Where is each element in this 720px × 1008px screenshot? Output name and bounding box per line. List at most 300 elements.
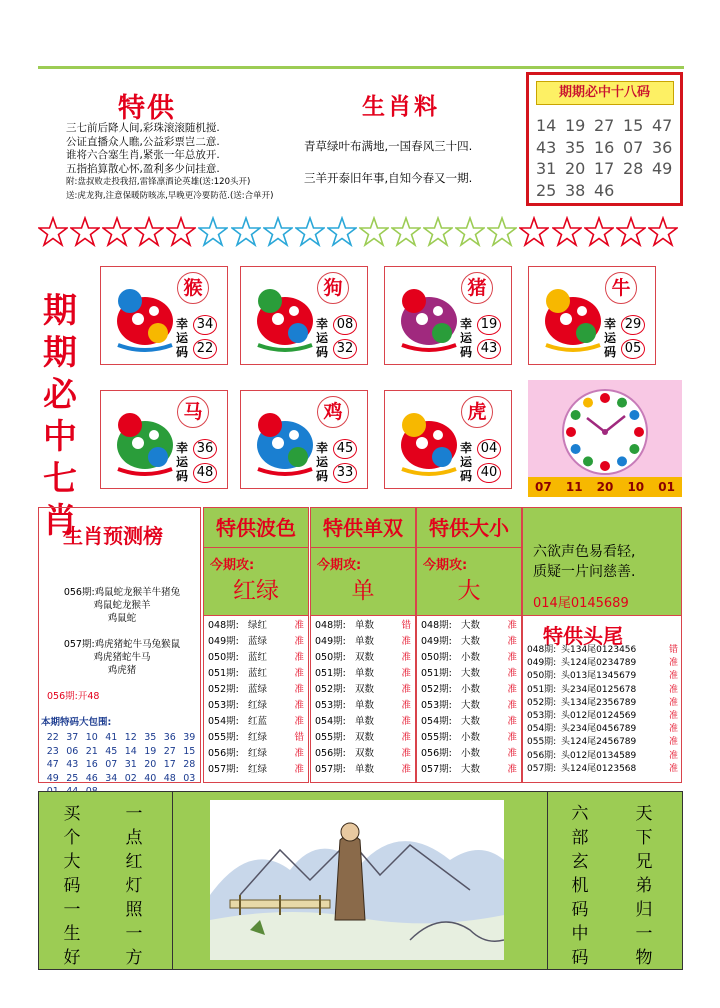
lucky-char: 运 — [315, 331, 328, 345]
period: 048期: — [527, 645, 557, 655]
star-icon — [70, 216, 100, 248]
attack-box — [204, 548, 308, 616]
landscape-illustration — [210, 800, 504, 960]
result-mark: 错 — [401, 620, 411, 631]
star-icon — [327, 216, 357, 248]
tegong-poem — [66, 122, 273, 203]
star-icon — [263, 216, 293, 248]
lucky-char: 幸 — [603, 317, 616, 331]
box18-title: 期期必中十八码 — [536, 81, 674, 105]
lucky-char: 码 — [459, 345, 472, 359]
prediction: 红绿 — [248, 732, 268, 743]
period: 048期: — [315, 620, 346, 631]
papercut-image — [248, 399, 322, 483]
papercut-image — [108, 275, 182, 359]
verse-char: 生 — [63, 924, 81, 944]
lucky-label — [315, 441, 329, 483]
prediction: 大数 — [461, 716, 481, 727]
prediction: 双数 — [355, 652, 375, 663]
head-tail-value: 头234尾0125678 — [561, 684, 637, 695]
box18-number: 38 — [565, 180, 586, 200]
zodiac-card-5 — [240, 390, 368, 489]
history-row — [208, 762, 308, 778]
prediction: 大数 — [461, 636, 481, 647]
verse-char: 中 — [571, 924, 589, 944]
bao-number: 12 — [124, 732, 137, 743]
bao-number: 39 — [183, 732, 196, 743]
lucky-label — [459, 317, 473, 359]
history-rows — [315, 618, 415, 778]
shengxiao-line: 青草绿叶布满地,一国春风三十四. — [304, 139, 473, 153]
period: 052期: — [421, 684, 452, 695]
lucky-char: 码 — [459, 469, 472, 483]
clock-number: 20 — [596, 480, 614, 494]
verse-char: 天 — [635, 804, 653, 824]
result-mark: 准 — [401, 732, 411, 743]
result-mark: 准 — [401, 652, 411, 663]
lucky-number: 45 — [333, 439, 357, 459]
verse-char: 一 — [63, 900, 81, 920]
attack-pick: 红绿 — [233, 578, 279, 604]
result-mark: 准 — [294, 748, 304, 759]
prediction: 小数 — [461, 684, 481, 695]
rank-line: 鸡虎猪蛇牛马 — [93, 652, 151, 663]
history-row — [208, 618, 308, 634]
lucky-label — [603, 317, 617, 359]
period: 055期: — [315, 732, 346, 743]
box18-number: 25 — [536, 180, 557, 200]
history-rows — [208, 618, 308, 778]
prediction: 单数 — [355, 716, 375, 727]
zodiac-name: 鸡 — [317, 396, 349, 428]
history-row — [315, 714, 415, 730]
column-title: 特供单双 — [311, 508, 415, 548]
bao-number: 47 — [46, 759, 59, 770]
papercut-image — [392, 399, 466, 483]
bao-number: 02 — [124, 772, 137, 784]
history-row — [315, 634, 415, 650]
verse-char: 大 — [63, 852, 81, 872]
result-mark: 准 — [507, 636, 517, 647]
star-icon — [423, 216, 453, 248]
right-verse-col1 — [569, 802, 591, 970]
bao-number: 14 — [124, 745, 137, 757]
head-tail-value: 头012尾0134589 — [561, 750, 637, 761]
verse-char: 灯 — [125, 876, 143, 896]
period: 055期: — [421, 732, 452, 743]
period: 057期: — [315, 764, 346, 775]
result-mark: 准 — [669, 671, 679, 682]
verse-char: 玄 — [571, 852, 589, 872]
lucky-char: 码 — [315, 345, 328, 359]
attack-box — [311, 548, 415, 616]
history-row — [208, 714, 308, 730]
result-mark: 准 — [401, 716, 411, 727]
box18-number: 36 — [652, 137, 673, 157]
star-row — [38, 216, 678, 252]
prediction: 单数 — [355, 620, 375, 631]
result-mark: 准 — [294, 684, 304, 695]
lucky-char: 幸 — [175, 317, 188, 331]
period: 050期: — [421, 652, 452, 663]
lucky-char: 运 — [175, 455, 188, 469]
eighteen-numbers-box — [526, 72, 683, 206]
bao-number: 36 — [163, 732, 176, 743]
period: 055期: — [208, 732, 239, 743]
zodiac-card-1 — [240, 266, 368, 365]
attack-pick: 大 — [457, 578, 481, 604]
bao-number: 46 — [85, 772, 98, 784]
period: 053期: — [208, 700, 239, 711]
verse-char: 机 — [571, 876, 589, 896]
history-row — [315, 666, 415, 682]
lucky-char: 运 — [459, 455, 472, 469]
lucky-char: 码 — [175, 469, 188, 483]
box18-number-grid — [536, 115, 682, 201]
verse-char: 一 — [635, 924, 653, 944]
result-mark: 准 — [669, 684, 679, 695]
period: 054期: — [527, 724, 557, 735]
head-tail-title: 特供头尾 — [543, 624, 623, 648]
attack-label: 今期攻: — [317, 558, 362, 573]
verse-char: 弟 — [635, 876, 653, 896]
attack-pick: 单 — [351, 578, 375, 604]
rank-line: 鸡鼠蛇龙猴羊 — [93, 600, 151, 611]
lucky-char: 运 — [459, 331, 472, 345]
prediction: 双数 — [355, 748, 375, 759]
lucky-number: 40 — [477, 463, 501, 483]
box18-number: 46 — [594, 180, 615, 200]
zodiac-card-3 — [528, 266, 656, 365]
zodiac-rank-panel — [38, 507, 201, 783]
verse-char: 码 — [63, 876, 81, 896]
result-mark: 准 — [669, 711, 679, 722]
result-mark: 准 — [401, 748, 411, 759]
prediction: 双数 — [355, 732, 375, 743]
bao-number: 35 — [144, 732, 157, 743]
period: 049期: — [208, 636, 239, 647]
history-row — [208, 682, 308, 698]
column-title: 特供大小 — [417, 508, 521, 548]
result-mark: 准 — [401, 668, 411, 679]
period: 054期: — [315, 716, 346, 727]
result-mark: 准 — [669, 763, 679, 774]
lucky-label — [175, 317, 189, 359]
lucky-number: 04 — [477, 439, 501, 459]
box18-number: 31 — [536, 159, 557, 178]
period: 056期: — [421, 748, 452, 759]
history-row — [421, 714, 521, 730]
prediction: 大数 — [461, 668, 481, 679]
zodiac-name: 马 — [177, 396, 209, 428]
prediction: 单数 — [355, 764, 375, 775]
box18-number: 43 — [536, 137, 557, 157]
top-divider — [38, 66, 684, 69]
star-icon — [487, 216, 517, 248]
qibizhong-char: 七 — [43, 459, 77, 499]
lucky-number: 05 — [621, 339, 645, 359]
period: 050期: — [315, 652, 346, 663]
head-tail-row — [527, 657, 681, 670]
head-tail-row — [527, 644, 681, 657]
bao-number: 16 — [85, 759, 98, 770]
bao-number: 41 — [105, 732, 118, 743]
attack-label: 今期攻: — [423, 558, 468, 573]
verse-char: 一 — [125, 804, 143, 824]
star-icon — [648, 216, 678, 248]
period: 056期: — [208, 748, 239, 759]
verse-char: 好 — [63, 948, 81, 968]
verse-char: 照 — [125, 900, 143, 920]
clock-number: 11 — [565, 480, 583, 494]
head-tail-value: 头134尾2356789 — [561, 697, 637, 708]
period: 052期: — [208, 684, 239, 695]
lucky-char: 幸 — [175, 441, 188, 455]
rank-056 — [47, 586, 197, 625]
poem-line: 三七前后降人间,彩珠滚滚随机搅. — [66, 122, 220, 134]
clock-number: 10 — [627, 480, 645, 494]
box18-number: 49 — [652, 159, 673, 178]
bao-number: 07 — [105, 759, 118, 770]
verse-char: 物 — [635, 948, 653, 968]
result-mark: 准 — [294, 716, 304, 727]
verse-char: 兄 — [635, 852, 653, 872]
period: 053期: — [527, 711, 557, 722]
star-icon — [198, 216, 228, 248]
left-verse-col1 — [61, 802, 83, 970]
head-tail-panel — [522, 507, 682, 783]
poem-line: 公证直播众人瞧,公益彩票岂二意. — [66, 135, 220, 148]
period: 051期: — [208, 668, 239, 679]
history-row — [315, 650, 415, 666]
bao-number: 21 — [85, 745, 98, 757]
attack-label: 今期攻: — [210, 558, 255, 573]
star-icon — [231, 216, 261, 248]
prediction: 蓝绿 — [248, 636, 268, 647]
verse-char: 买 — [63, 804, 81, 824]
zodiac-card-4 — [100, 390, 228, 489]
divider — [547, 792, 548, 969]
result-mark: 准 — [507, 668, 517, 679]
period: 049期: — [315, 636, 346, 647]
result-mark: 准 — [669, 737, 679, 748]
qibizhong-char: 肖 — [43, 501, 77, 541]
bao-number: 19 — [144, 745, 157, 757]
prediction: 小数 — [461, 732, 481, 743]
period: 053期: — [315, 700, 346, 711]
head-tail-row — [527, 750, 681, 763]
result-mark: 准 — [507, 716, 517, 727]
period: 057期: — [527, 763, 557, 774]
zodiac-card-0 — [100, 266, 228, 365]
lucky-char: 码 — [175, 345, 188, 359]
head-tail-value: 头124尾2456789 — [561, 737, 637, 748]
lucky-number: 48 — [193, 463, 217, 483]
result-mark: 准 — [401, 700, 411, 711]
lucky-number: 36 — [193, 439, 217, 459]
box18-number: 14 — [536, 116, 557, 135]
result-mark: 准 — [507, 684, 517, 695]
verse-char: 点 — [125, 828, 143, 848]
result-mark: 准 — [401, 636, 411, 647]
lucky-number: 19 — [477, 315, 501, 335]
prediction: 大数 — [461, 700, 481, 711]
period: 054期: — [421, 716, 452, 727]
history-row — [315, 730, 415, 746]
zodiac-card-2 — [384, 266, 512, 365]
zodiac-card-6 — [384, 390, 512, 489]
shengxiao-line: 三羊开泰旧年事,自知今春又一期. — [304, 171, 473, 185]
prediction: 单数 — [355, 636, 375, 647]
bao-number: 31 — [124, 759, 137, 770]
prediction: 大数 — [461, 620, 481, 631]
history-row — [208, 746, 308, 762]
star-icon — [552, 216, 582, 248]
lucky-char: 码 — [315, 469, 328, 483]
history-row — [421, 650, 521, 666]
box18-number: 28 — [623, 159, 644, 178]
box18-number: 35 — [565, 137, 586, 157]
lucky-char: 码 — [603, 345, 616, 359]
period: 051期: — [421, 668, 452, 679]
bao-number: 06 — [66, 745, 79, 757]
box18-number: 47 — [652, 116, 673, 135]
history-row — [421, 634, 521, 650]
bao-number: 20 — [144, 759, 157, 770]
qibizhong-vertical-title — [40, 290, 80, 542]
papercut-image — [248, 275, 322, 359]
history-row — [208, 698, 308, 714]
head-tail-row — [527, 684, 681, 697]
prediction: 小数 — [461, 748, 481, 759]
result-mark: 准 — [669, 658, 679, 669]
history-row — [208, 650, 308, 666]
verse-char: 方 — [125, 948, 143, 968]
papercut-image — [536, 275, 610, 359]
bao-number: 15 — [183, 745, 196, 757]
box18-number: 16 — [594, 137, 615, 157]
star-icon — [102, 216, 132, 248]
result-mark: 准 — [294, 668, 304, 679]
result-mark: 准 — [507, 620, 517, 631]
right-verse-col2 — [633, 802, 655, 970]
star-icon — [295, 216, 325, 248]
lucky-label — [175, 441, 189, 483]
papercut-image — [392, 275, 466, 359]
tegong-title: 特供 — [118, 93, 176, 124]
lucky-char: 幸 — [315, 441, 328, 455]
box18-number: 07 — [623, 137, 644, 157]
verse-char: 一 — [125, 924, 143, 944]
lucky-number: 22 — [193, 339, 217, 359]
lucky-char: 幸 — [459, 317, 472, 331]
period: 051期: — [527, 684, 557, 695]
period: 048期: — [208, 620, 239, 631]
bao-title: 本期特码大包围: — [41, 717, 112, 728]
zodiac-name: 虎 — [461, 396, 493, 428]
lucky-label — [459, 441, 473, 483]
history-rows — [421, 618, 521, 778]
period: 052期: — [315, 684, 346, 695]
zodiac-name: 猪 — [461, 272, 493, 304]
history-row — [315, 746, 415, 762]
qibizhong-char: 必 — [43, 375, 77, 415]
box18-number: 15 — [623, 116, 644, 135]
period: 052期: — [527, 697, 557, 708]
bao-number: 17 — [163, 759, 176, 770]
result-mark: 准 — [401, 764, 411, 775]
bao-number: 22 — [46, 732, 59, 743]
result-mark: 准 — [507, 748, 517, 759]
lucky-char: 运 — [603, 331, 616, 345]
bao-number: 25 — [66, 772, 79, 784]
qibizhong-char: 中 — [43, 417, 77, 457]
result-mark: 准 — [294, 700, 304, 711]
head-tail-row — [527, 723, 681, 736]
rank-057 — [47, 638, 197, 677]
prediction-column-1 — [310, 507, 416, 783]
zodiac-name: 狗 — [317, 272, 349, 304]
history-row — [315, 698, 415, 714]
bao-number-grid — [43, 731, 199, 799]
head-tail-row — [527, 763, 681, 776]
column-title: 特供波色 — [204, 508, 308, 548]
star-icon — [134, 216, 164, 248]
star-icon — [519, 216, 549, 248]
prediction-column-2 — [416, 507, 522, 783]
prediction: 双数 — [355, 684, 375, 695]
bao-number: 10 — [85, 732, 98, 743]
bao-number: 23 — [46, 745, 59, 757]
prediction: 绿红 — [248, 620, 268, 631]
verse-line: 质疑一片问慈善. — [533, 564, 636, 580]
shengxiao-title: 生肖料 — [362, 94, 440, 120]
result-mark: 准 — [507, 764, 517, 775]
period: 056期: — [315, 748, 346, 759]
history-row — [421, 698, 521, 714]
qibizhong-char: 期 — [43, 333, 77, 373]
period: 055期: — [527, 737, 557, 748]
result-mark: 准 — [507, 652, 517, 663]
poem-line: 谁将六合塞生肖,紧张一年总放开. — [66, 149, 220, 161]
result-mark: 准 — [294, 636, 304, 647]
history-row — [208, 666, 308, 682]
box18-number: 17 — [594, 159, 615, 178]
verse-char: 六 — [571, 804, 589, 824]
result-mark: 错 — [294, 732, 304, 743]
star-icon — [359, 216, 389, 248]
rank-title: 生肖预测榜 — [63, 524, 163, 548]
bao-number: 37 — [66, 732, 79, 743]
star-icon — [616, 216, 646, 248]
lucky-number: 08 — [333, 315, 357, 335]
bao-number: 40 — [144, 772, 157, 784]
period: 048期: — [421, 620, 452, 631]
prediction: 红绿 — [248, 764, 268, 775]
rank-line: 鸡虎猪 — [107, 665, 137, 676]
result-mark: 准 — [294, 764, 304, 775]
rank-result: 056期:开48 — [47, 691, 100, 702]
result-mark: 准 — [507, 732, 517, 743]
head-tail-row — [527, 670, 681, 683]
head-tail-value: 头013尾1345679 — [561, 671, 637, 682]
head-tail-row — [527, 710, 681, 723]
verse-char: 部 — [571, 828, 589, 848]
history-row — [315, 618, 415, 634]
result-mark: 准 — [401, 684, 411, 695]
history-row — [421, 666, 521, 682]
history-row — [421, 746, 521, 762]
